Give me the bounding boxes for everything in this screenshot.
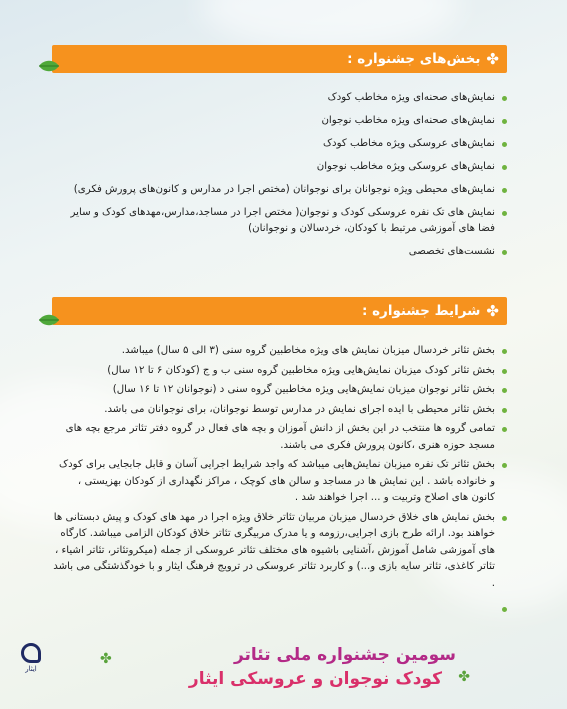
section1-list (52, 90, 507, 267)
list-item: نمایش های تک نفره عروسکی کودک و نوجوان( مختص اجرا در مساجد،مدارس،مهدهای کودک و سایر فضا های آموزشی مرتبط با کودکان، خردسالان و نوجوانان) (52, 205, 507, 237)
festival-title-line2: کودک نوجوان و عروسکی ایثار (188, 669, 442, 689)
section1-header (52, 45, 507, 73)
bullet-dot (502, 607, 507, 612)
list-item: نمایش‌های عروسکی ویژه مخاطب کودک (52, 136, 507, 152)
leaf-icon (38, 313, 60, 327)
list-item: نمایش‌های محیطی ویژه نوجوانان برای نوجوانان (مختص اجرا در مدارس و کانون‌های پرورش فکری) (52, 182, 507, 198)
list-item: بخش تئاتر تک نفره میزبان نمایش‌هایی میباشد که واجد شرایط اجرایی آسان و قابل جابجایی برای کودک و خانواده باشد . این نمایش ها در مساجد و سالن های کوچک ، مراکز نگهداری از کودکان بهزیستی ، کانون های اصلاح وتربیت و ... اجرا خواهند شد . (52, 457, 507, 507)
logo-mark-icon (21, 643, 41, 663)
list-item: نشست‌های تخصصی (52, 244, 507, 260)
festival-title-line1: سومین جشنواره ملی تئاتر (233, 645, 456, 665)
list-item: تمامی گروه ها منتخب در این بخش از دانش آموزان و بچه های فعال در گروه دفتر تئاتر مرجع بچه های مسجد حوزه هنری ،کانون پرورش فکری می باشند. (52, 421, 507, 454)
leaf-icon (38, 59, 60, 73)
clover-icon: ✤ (486, 50, 499, 68)
section2-header (52, 297, 507, 325)
festival-logo (8, 643, 54, 687)
section2-list (52, 343, 507, 595)
clover-icon: ✤ (458, 669, 470, 685)
section2-title: شرایط جشنواره : (361, 303, 481, 319)
list-item: نمایش‌های عروسکی ویژه مخاطب نوجوان (52, 159, 507, 175)
list-item: نمایش‌های صحنه‌ای ویژه مخاطب نوجوان (52, 113, 507, 129)
clover-icon: ✤ (486, 302, 499, 320)
list-item: بخش نمایش های خلاق خردسال میزبان مربیان تئاتر خلاق ویژه اجرا در مهد های کودک و پیش دبستانی ها خواهند بود. ارائه طرح بازی اجرایی،رزومه و یا مدرک مربیگری تئاتر خلاق کودکان الزامی میباشد. کارگاه های آموزشی شامل آموزش ،آشنایی باشیوه های مختلف تئاتر عروسکی از جمله (میکروتئاتر، تئاتر اشیاء ، تئاتر کاغذی، تئاتر سایه بازی و...) و کاربرد تئاتر عروسکی در ترویج فرهنگ ایثار و با خودگذشتگی می باشد . (52, 510, 507, 593)
logo-text: ایثار (25, 665, 37, 673)
festival-title (100, 645, 470, 695)
list-item: بخش تئاتر نوجوان میزبان نمایش‌هایی ویژه مخاطبین گروه سنی د (نوجوانان ۱۲ تا ۱۶ سال) (52, 382, 507, 399)
section1-title: بخش‌های جشنواره : (347, 51, 481, 67)
list-item: بخش تئاتر خردسال میزبان نمایش های ویژه مخاطبین گروه سنی (۳ الی ۵ سال) میباشد. (52, 343, 507, 360)
clover-icon: ✤ (100, 651, 112, 667)
list-item: بخش تئاتر محیطی با ایده اجرای نمایش در مدارس توسط نوجوانان، برای نوجوانان می باشد. (52, 402, 507, 419)
list-item: بخش تئاتر کودک میزبان نمایش‌هایی ویژه مخاطبین گروه سنی ب و ج (کودکان ۶ تا ۱۲ سال) (52, 363, 507, 380)
list-item: نمایش‌های صحنه‌ای ویژه مخاطب کودک (52, 90, 507, 106)
